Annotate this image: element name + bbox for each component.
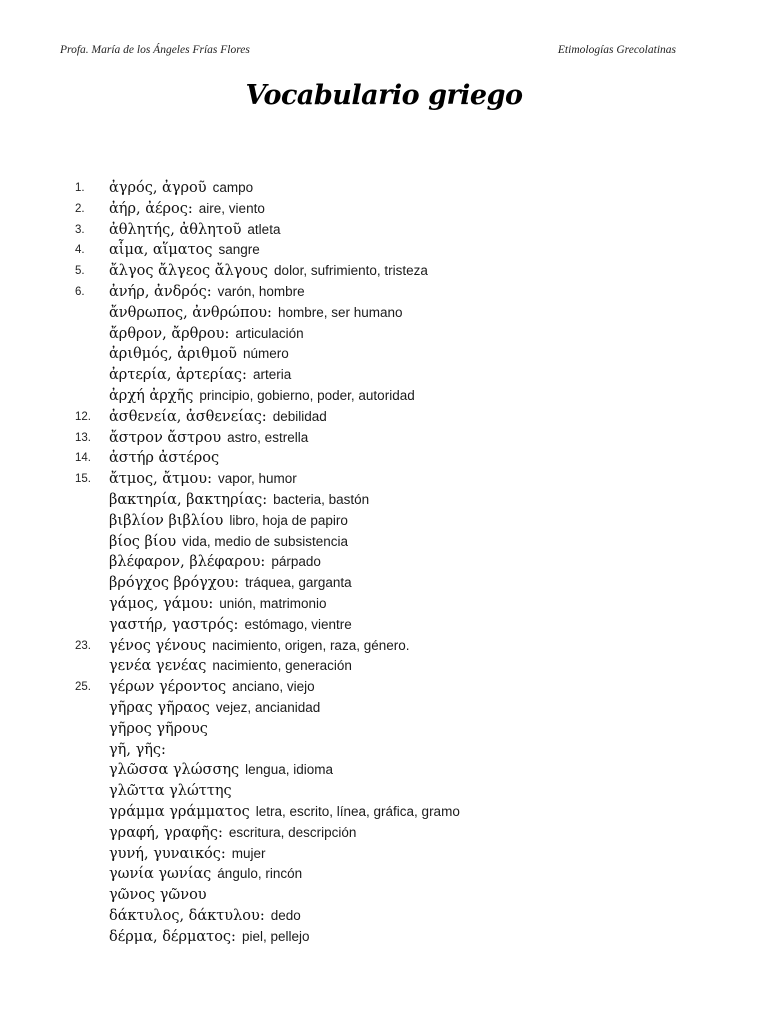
- greek-term: [109, 199, 265, 220]
- greek-term: [109, 303, 403, 324]
- greek-term: [109, 386, 415, 407]
- vocabulary-entry: [0, 490, 768, 511]
- greek-word: ἀσθενεία, ἀσθενείας:: [109, 408, 267, 425]
- spanish-meaning: párpado: [271, 554, 321, 570]
- entry-number: 6.: [75, 285, 85, 298]
- entry-number: 4.: [75, 244, 85, 257]
- greek-term: [109, 261, 428, 282]
- greek-term: [109, 885, 213, 906]
- greek-term: [109, 407, 327, 428]
- vocabulary-entry: [0, 344, 768, 365]
- greek-word: γῆρας γῆραος: [109, 699, 210, 716]
- entry-number: 12.: [75, 410, 91, 423]
- greek-term: [109, 594, 327, 615]
- vocabulary-entry: [0, 220, 768, 241]
- spanish-meaning: libro, hoja de papiro: [229, 512, 348, 528]
- greek-word: γράμμα γράμματος: [109, 803, 250, 820]
- greek-word: γάμος, γάμου:: [109, 595, 214, 612]
- spanish-meaning: número: [242, 346, 289, 362]
- greek-word: ἄτμος, ἄτμου:: [109, 471, 212, 488]
- greek-term: [109, 324, 304, 345]
- vocabulary-list: [0, 178, 768, 947]
- greek-term: [109, 428, 308, 449]
- vocabulary-entry: [0, 261, 768, 282]
- entry-number: 3.: [75, 223, 85, 236]
- vocabulary-entry: [0, 532, 768, 553]
- greek-word: ἀρτερία, ἀρτερίας:: [109, 367, 247, 384]
- spanish-meaning: arteria: [252, 367, 292, 383]
- entry-number: 5.: [75, 265, 85, 278]
- vocabulary-entry: [0, 469, 768, 490]
- greek-word: ἀριθμός, ἀριθμοῦ: [109, 346, 237, 363]
- greek-word: βακτηρία, βακτηρίας:: [109, 491, 268, 508]
- spanish-meaning: principio, gobierno, poder, autoridad: [199, 387, 415, 403]
- spanish-meaning: unión, matrimonio: [219, 595, 327, 611]
- greek-word: ἄστρον ἄστρου: [109, 429, 222, 446]
- greek-word: γυνή, γυναικός:: [109, 845, 226, 862]
- spanish-meaning: vida, medio de subsistencia: [182, 533, 348, 549]
- greek-word: βιβλίον βιβλίου: [109, 512, 224, 529]
- greek-word: βίος βίου: [109, 533, 177, 550]
- entry-number: 14.: [75, 452, 91, 465]
- greek-term: [109, 636, 410, 657]
- vocabulary-entry: [0, 282, 768, 303]
- entry-number: 2.: [75, 202, 85, 215]
- greek-word: γῆ, γῆς:: [109, 741, 166, 758]
- author-name: Profa. María de los Ángeles Frías Flores: [60, 44, 250, 56]
- vocabulary-entry: [0, 573, 768, 594]
- entry-number: 25.: [75, 681, 91, 694]
- greek-word: ἀστήρ ἀστέρος: [109, 450, 220, 467]
- greek-term: [109, 469, 297, 490]
- spanish-meaning: mujer: [231, 845, 266, 861]
- greek-word: γαστήρ, γαστρός:: [109, 616, 239, 633]
- greek-term: [109, 719, 214, 740]
- spanish-meaning: ángulo, rincón: [217, 866, 303, 882]
- spanish-meaning: lengua, idioma: [245, 762, 333, 778]
- greek-term: [109, 864, 302, 885]
- vocabulary-entry: [0, 636, 768, 657]
- greek-term: [109, 760, 333, 781]
- greek-term: [109, 532, 348, 553]
- greek-word: βλέφαρον, βλέφαρου:: [109, 554, 266, 571]
- greek-word: γῆρος γῆρους: [109, 720, 208, 737]
- vocabulary-entry: [0, 844, 768, 865]
- vocabulary-entry: [0, 781, 768, 802]
- greek-word: δέρμα, δέρματος:: [109, 928, 236, 945]
- greek-word: γένος γένους: [109, 637, 207, 654]
- spanish-meaning: atleta: [247, 221, 281, 237]
- vocabulary-entry: [0, 927, 768, 948]
- vocabulary-entry: [0, 386, 768, 407]
- greek-word: γέρων γέροντος: [109, 679, 227, 696]
- vocabulary-entry: [0, 178, 768, 199]
- vocabulary-entry: [0, 656, 768, 677]
- vocabulary-entry: [0, 864, 768, 885]
- page-title: Vocabulario griego: [245, 80, 523, 111]
- spanish-meaning: vapor, humor: [217, 471, 297, 487]
- spanish-meaning: varón, hombre: [217, 283, 305, 299]
- spanish-meaning: hombre, ser humano: [277, 304, 403, 320]
- greek-term: [109, 490, 369, 511]
- vocabulary-entry: [0, 615, 768, 636]
- greek-term: [109, 365, 291, 386]
- greek-term: [109, 740, 172, 761]
- spanish-meaning: estómago, vientre: [244, 616, 352, 632]
- spanish-meaning: escritura, descripción: [228, 824, 357, 840]
- vocabulary-entry: [0, 324, 768, 345]
- greek-term: [109, 781, 238, 802]
- spanish-meaning: dedo: [270, 907, 301, 923]
- greek-word: βρόγχος βρόγχου:: [109, 575, 240, 592]
- spanish-meaning: bacteria, bastón: [273, 491, 370, 507]
- vocabulary-entry: [0, 594, 768, 615]
- vocabulary-entry: [0, 677, 768, 698]
- spanish-meaning: tráquea, garganta: [245, 575, 352, 591]
- course-name: Etimologías Grecolatinas: [557, 44, 676, 56]
- greek-term: [109, 927, 310, 948]
- page-header: [60, 44, 676, 62]
- spanish-meaning: piel, pellejo: [241, 928, 310, 944]
- vocabulary-entry: [0, 760, 768, 781]
- vocabulary-entry: [0, 448, 768, 469]
- entry-number: 23.: [75, 639, 91, 652]
- greek-term: [109, 844, 266, 865]
- greek-word: γῶνος γῶνου: [109, 887, 207, 904]
- vocabulary-entry: [0, 885, 768, 906]
- vocabulary-entry: [0, 240, 768, 261]
- greek-word: ἄλγος ἄλγεος ἄλγους: [109, 263, 269, 280]
- spanish-meaning: letra, escrito, línea, gráfica, gramo: [255, 803, 460, 819]
- greek-word: ἀθλητής, ἀθλητοῦ: [109, 221, 242, 238]
- greek-word: αἷμα, αἵματος: [109, 242, 213, 259]
- greek-term: [109, 906, 301, 927]
- greek-word: γωνία γωνίας: [109, 866, 212, 883]
- greek-term: [109, 282, 305, 303]
- spanish-meaning: campo: [212, 180, 254, 195]
- vocabulary-entry: [0, 407, 768, 428]
- vocabulary-entry: [0, 906, 768, 927]
- greek-word: δάκτυλος, δάκτυλου:: [109, 907, 265, 924]
- greek-term: [109, 698, 320, 719]
- spanish-meaning: anciano, viejo: [232, 679, 315, 695]
- greek-term: [109, 220, 280, 241]
- greek-term: [109, 178, 253, 199]
- greek-term: [109, 656, 352, 677]
- vocabulary-entry: [0, 428, 768, 449]
- spanish-meaning: astro, estrella: [227, 429, 309, 445]
- vocabulary-entry: [0, 511, 768, 532]
- vocabulary-entry: [0, 552, 768, 573]
- greek-term: [109, 511, 348, 532]
- greek-term: [109, 240, 260, 261]
- greek-word: ἀρχή ἀρχῆς: [109, 387, 194, 404]
- greek-term: [109, 823, 356, 844]
- greek-word: ἄνθρωπος, ἀνθρώπου:: [109, 304, 272, 321]
- entry-number: 1.: [75, 182, 85, 194]
- greek-word: γλῶττα γλώττης: [109, 783, 232, 800]
- spanish-meaning: vejez, ancianidad: [215, 699, 321, 715]
- spanish-meaning: debilidad: [272, 408, 327, 424]
- greek-word: γραφή, γραφῆς:: [109, 824, 223, 841]
- entry-number: 13.: [75, 431, 91, 444]
- spanish-meaning: nacimiento, origen, raza, género.: [212, 637, 410, 653]
- vocabulary-entry: [0, 199, 768, 220]
- vocabulary-entry: [0, 698, 768, 719]
- vocabulary-entry: [0, 365, 768, 386]
- spanish-meaning: aire, viento: [198, 200, 265, 216]
- spanish-meaning: dolor, sufrimiento, tristeza: [274, 263, 428, 279]
- greek-term: [109, 802, 460, 823]
- vocabulary-entry: [0, 303, 768, 324]
- greek-word: ἄρθρον, ἄρθρου:: [109, 325, 230, 342]
- greek-word: ἀήρ, ἀέρος:: [109, 200, 193, 217]
- entry-number: 15.: [75, 473, 91, 486]
- vocabulary-entry: [0, 719, 768, 740]
- greek-term: [109, 344, 289, 365]
- vocabulary-entry: [0, 740, 768, 761]
- greek-term: [109, 448, 225, 469]
- greek-word: ἀγρός, ἀγροῦ: [109, 180, 207, 196]
- spanish-meaning: articulación: [235, 325, 304, 341]
- greek-term: [109, 552, 321, 573]
- vocabulary-entry: [0, 823, 768, 844]
- vocabulary-entry: [0, 802, 768, 823]
- greek-word: ἀνήρ, ἀνδρός:: [109, 283, 212, 300]
- spanish-meaning: sangre: [218, 242, 260, 258]
- greek-term: [109, 677, 315, 698]
- greek-term: [109, 615, 352, 636]
- greek-word: γενέα γενέας: [109, 658, 207, 675]
- spanish-meaning: nacimiento, generación: [212, 658, 352, 674]
- greek-term: [109, 573, 352, 594]
- greek-word: γλῶσσα γλώσσης: [109, 762, 240, 779]
